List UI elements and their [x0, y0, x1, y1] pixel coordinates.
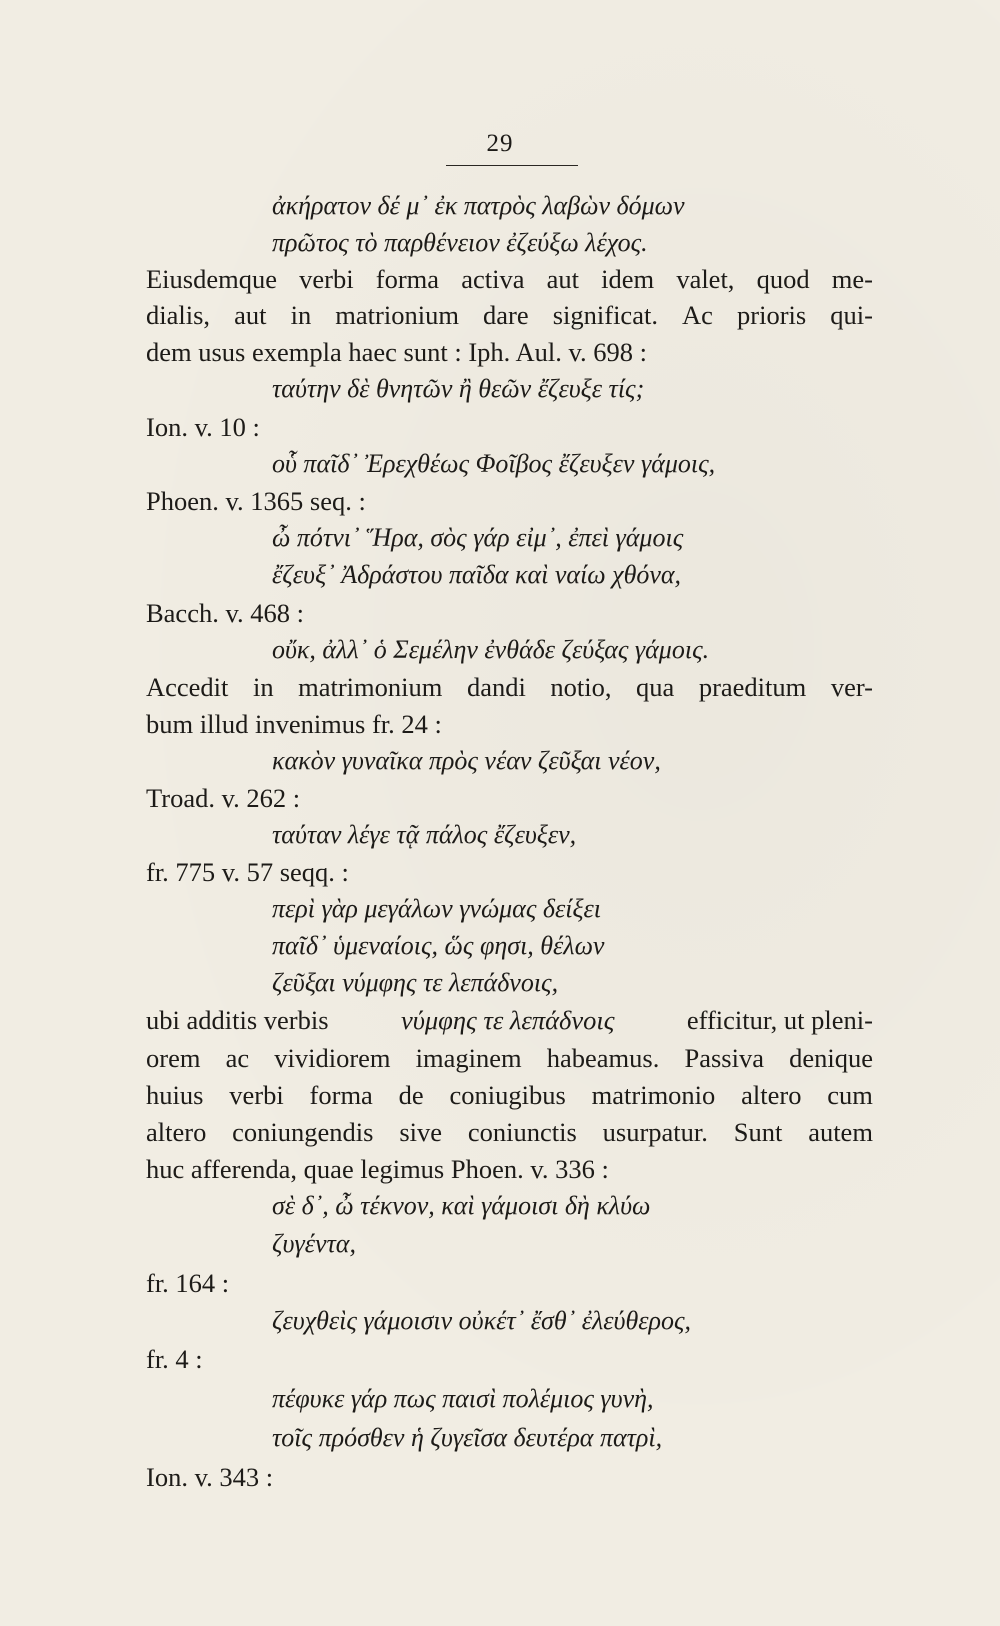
word: praeditum [698, 672, 807, 702]
word: imaginem [415, 1043, 522, 1073]
word: valet, [676, 264, 735, 294]
word: prioris [737, 300, 807, 330]
greek-verse-line: σὲ δ᾽, ὦ τέκνον, καὶ γάμοισι δὴ κλύω [272, 1191, 651, 1220]
word: cum [827, 1080, 873, 1110]
word: Eiusdemque [146, 264, 277, 294]
greek-verse-line: ἀκήρατον δέ μ᾽ ἐκ πατρὸς λαβὼν δόμων [272, 191, 685, 220]
page-number: 29 [486, 130, 514, 157]
word: in [290, 300, 312, 330]
word: idem [601, 264, 655, 294]
citation-reference: Ion. v. 10 : [146, 412, 260, 442]
word: Passiva [684, 1043, 764, 1073]
greek-verse-line: ζεῦξαι νύμφης τε λεπάδνοις, [272, 968, 559, 997]
greek-verse-line: ζευχθεὶς γάμοισιν οὐκέτ᾽ ἔσθ᾽ ἐλεύθερος, [272, 1306, 692, 1335]
word: matrionium [335, 300, 459, 330]
prose-line [146, 1041, 873, 1075]
word: quod [756, 264, 810, 294]
citation-reference: Phoen. v. 1365 seq. : [146, 486, 366, 516]
word: Accedit [146, 672, 229, 702]
word: coniunctis [467, 1117, 577, 1147]
greek-verse-line: ταύταν λέγε τᾷ πάλος ἔζευξεν, [272, 820, 577, 849]
greek-verse-line: περὶ γὰρ μεγάλων γνώμας δείξει [272, 894, 602, 923]
greek-verse-line: ἔζευξ᾽ Ἀδράστου παῖδα καὶ ναίω χθόνα, [272, 560, 682, 589]
prose-line [146, 1003, 873, 1037]
word: qua [636, 672, 675, 702]
header-rule [446, 165, 578, 166]
prose-segment: ubi additis verbis [146, 1005, 329, 1035]
word: dialis, [146, 300, 211, 330]
word: huius [146, 1080, 204, 1110]
word: matrimonium [298, 672, 443, 702]
prose-line: dem usus exempla haec sunt : Iph. Aul. v. 698 : [146, 337, 647, 367]
word: altero [741, 1080, 802, 1110]
word: vividiorem [274, 1043, 391, 1073]
word: Ac [682, 300, 713, 330]
word: usurpatur. [602, 1117, 708, 1147]
greek-verse-line: ὦ πότνι᾽ Ἥρα, σὸς γάρ εἰμ᾽, ἐπεὶ γάμοις [272, 523, 684, 552]
greek-verse-line: οὔκ, ἀλλ᾽ ὁ Σεμέλην ἐνθάδε ζεύξας γάμοις. [272, 635, 710, 664]
word: autem [808, 1117, 873, 1147]
prose-line [146, 262, 873, 296]
word: ac [225, 1043, 250, 1073]
prose-line [146, 298, 873, 332]
word: forma [375, 264, 440, 294]
word: dare [483, 300, 529, 330]
greek-verse-line: τοῖς πρόσθεν ἡ ζυγεῖσα δευτέρα πατρὶ, [272, 1423, 663, 1452]
greek-verse-line: πέφυκε γάρ πως παισὶ πολέμιος γυνὴ, [272, 1384, 654, 1413]
prose-line [146, 670, 873, 704]
citation-reference: fr. 4 : [146, 1344, 203, 1374]
word: verbi [229, 1080, 284, 1110]
word: me- [831, 264, 873, 294]
word: aut [546, 264, 579, 294]
word: coniugibus [449, 1080, 566, 1110]
greek-verse-line: πρῶτος τὸ παρθένειον ἐζεύξω λέχος. [272, 228, 648, 257]
citation-reference: Ion. v. 343 : [146, 1462, 274, 1492]
greek-verse-line: ταύτην δὲ θνητῶν ἢ θεῶν ἔζευξε τίς; [272, 374, 645, 403]
word: significat. [552, 300, 658, 330]
prose-line [146, 1115, 873, 1149]
word: denique [789, 1043, 873, 1073]
citation-reference: Troad. v. 262 : [146, 783, 301, 813]
greek-verse-line: παῖδ᾽ ὑμεναίοις, ὥς φησι, θέλων [272, 931, 605, 960]
word: ver- [830, 672, 873, 702]
word: de [398, 1080, 424, 1110]
greek-verse-line: οὗ παῖδ᾽ Ἐρεχθέως Φοῖβος ἔζευξεν γάμοις, [272, 449, 716, 478]
word: sive [399, 1117, 443, 1147]
citation-reference: fr. 775 v. 57 seqq. : [146, 857, 349, 887]
citation-reference: fr. 164 : [146, 1268, 230, 1298]
greek-inline-segment: νύμφης τε λεπάδνοις [400, 1005, 615, 1035]
word: Sunt [733, 1117, 783, 1147]
prose-line: bum illud invenimus fr. 24 : [146, 709, 442, 739]
citation-reference: Bacch. v. 468 : [146, 598, 304, 628]
prose-line: huc afferenda, quae legimus Phoen. v. 336 : [146, 1154, 609, 1184]
word: habeamus. [546, 1043, 660, 1073]
word: in [252, 672, 274, 702]
prose-segment: efficitur, ut pleni- [686, 1005, 873, 1035]
word: notio, [550, 672, 612, 702]
word: altero [146, 1117, 207, 1147]
word: coniungendis [232, 1117, 374, 1147]
word: qui- [830, 300, 873, 330]
greek-verse-line: ζυγέντα, [272, 1229, 356, 1258]
word: aut [234, 300, 267, 330]
greek-verse-line: κακὸν γυναῖκα πρὸς νέαν ζεῦξαι νέον, [272, 746, 661, 775]
word: verbi [299, 264, 354, 294]
word: matrimonio [591, 1080, 716, 1110]
word: dandi [466, 672, 526, 702]
prose-line [146, 1078, 873, 1112]
word: orem [146, 1043, 201, 1073]
word: forma [309, 1080, 373, 1110]
word: activa [461, 264, 525, 294]
